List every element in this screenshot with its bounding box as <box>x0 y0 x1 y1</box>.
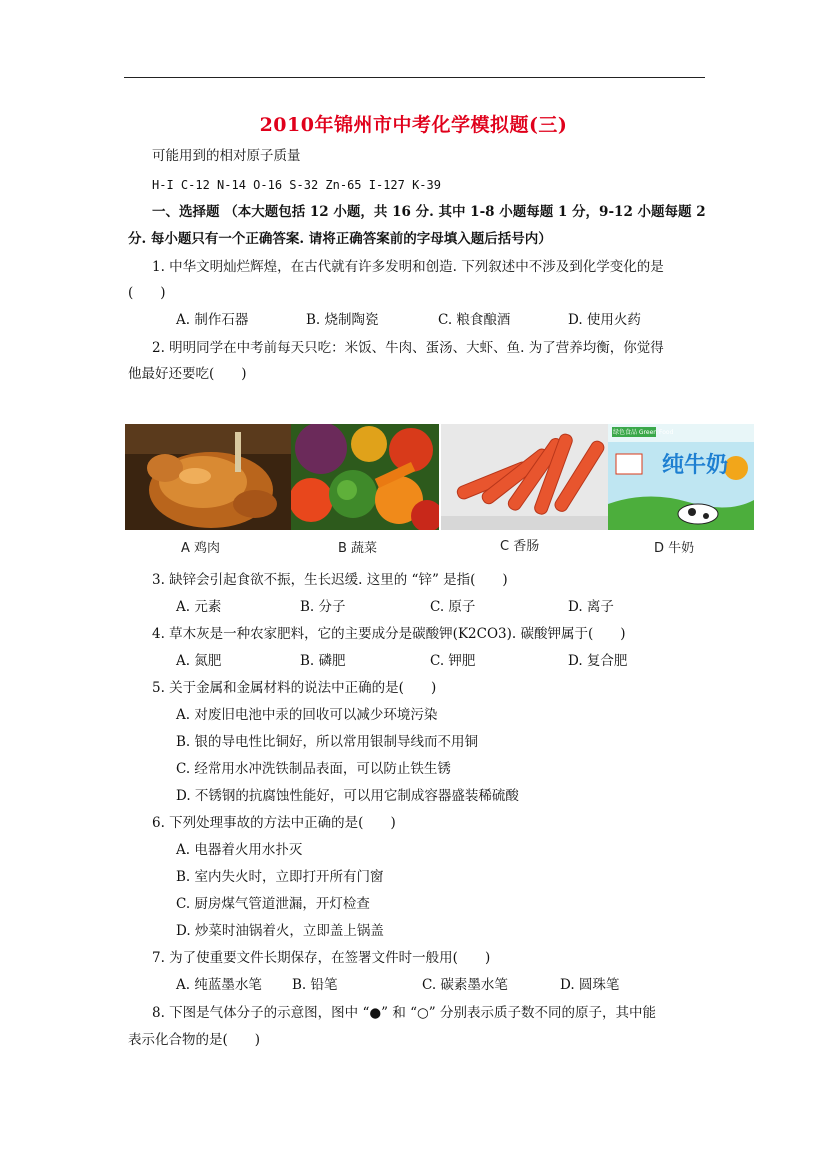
q7-option-d: D. 圆珠笔 <box>560 977 620 993</box>
atomic-mass-label: 可能用到的相对原子质量 <box>152 148 301 164</box>
q1-option-a: A. 制作石器 <box>176 312 249 328</box>
sausage-image <box>441 424 608 530</box>
q4-option-b: B. 磷肥 <box>300 653 346 669</box>
q4-option-d: D. 复合肥 <box>568 653 628 669</box>
q7-option-b: B. 铅笔 <box>292 977 338 993</box>
question-6-stem: 6. 下列处理事故的方法中正确的是( ) <box>152 815 396 831</box>
green-food-badge: 绿色食品 Green Food <box>613 429 674 436</box>
chicken-image <box>125 424 291 530</box>
q6-option-b: B. 室内失火时，立即打开所有门窗 <box>176 869 384 885</box>
page-title: 2010年锦州市中考化学模拟题(三) <box>259 114 568 136</box>
caption-c: C 香肠 <box>500 539 540 554</box>
header-rule <box>124 77 705 78</box>
question-5-stem: 5. 关于金属和金属材料的说法中正确的是( ) <box>152 680 437 696</box>
question-8-stem: 8. 下图是气体分子的示意图，图中 “●” 和 “○” 分别表示质子数不同的原子，其中能 <box>152 1005 657 1021</box>
question-2-stem: 2. 明明同学在中考前每天只吃：米饭、牛肉、蛋汤、大虾、鱼. 为了营养均衡，你觉得 <box>152 340 664 356</box>
q5-option-d: D. 不锈钢的抗腐蚀性能好，可以用它制成容器盛装稀硫酸 <box>176 788 519 804</box>
q5-option-a: A. 对废旧电池中汞的回收可以减少环境污染 <box>176 707 438 723</box>
q6-option-c: C. 厨房煤气管道泄漏，开灯检查 <box>176 896 370 912</box>
vegetables-image <box>291 424 439 530</box>
q7-option-a: A. 纯蓝墨水笔 <box>176 977 262 993</box>
q3-option-c: C. 原子 <box>430 599 476 615</box>
milk-brand-text: 纯牛奶 <box>662 453 729 478</box>
question-2-blank: 他最好还要吃( ) <box>128 366 247 382</box>
section-heading-line1: 一、选择题 （本大题包括 12 小题，共 16 分. 其中 1-8 小题每题 1 分，9-12 小题每题 2 <box>152 204 706 220</box>
q1-option-d: D. 使用火药 <box>568 312 641 328</box>
question-3-stem: 3. 缺锌会引起食欲不振，生长迟缓. 这里的 “锌” 是指( ) <box>152 572 508 588</box>
caption-b: B 蔬菜 <box>338 541 378 556</box>
q7-option-c: C. 碳素墨水笔 <box>422 977 508 993</box>
caption-a: A 鸡肉 <box>181 541 221 556</box>
q3-option-d: D. 离子 <box>568 599 614 615</box>
question-7-stem: 7. 为了使重要文件长期保存，在签署文件时一般用( ) <box>152 950 491 966</box>
q5-option-c: C. 经常用水冲洗铁制品表面，可以防止铁生锈 <box>176 761 451 777</box>
q3-option-a: A. 元素 <box>176 599 222 615</box>
q6-option-d: D. 炒菜时油锅着火，立即盖上锅盖 <box>176 923 384 939</box>
milk-image <box>608 424 754 530</box>
atomic-mass-list: H-I C-12 N-14 O-16 S-32 Zn-65 I-127 K-39 <box>152 178 441 192</box>
question-8-blank: 表示化合物的是( ) <box>128 1032 261 1048</box>
caption-d: D 牛奶 <box>654 541 695 556</box>
q3-option-b: B. 分子 <box>300 599 346 615</box>
q6-option-a: A. 电器着火用水扑灭 <box>176 842 303 858</box>
q5-option-b: B. 银的导电性比铜好，所以常用银制导线而不用铜 <box>176 734 479 750</box>
question-1-stem: 1. 中华文明灿烂辉煌，在古代就有许多发明和创造. 下列叙述中不涉及到化学变化的是 <box>152 259 664 275</box>
q4-option-c: C. 钾肥 <box>430 653 476 669</box>
question-4-stem: 4. 草木灰是一种农家肥料，它的主要成分是碳酸钾(K2CO3). 碳酸钾属于( ) <box>152 626 626 642</box>
q4-option-a: A. 氮肥 <box>176 653 222 669</box>
q1-option-b: B. 烧制陶瓷 <box>306 312 379 328</box>
section-heading-line2: 分. 每小题只有一个正确答案. 请将正确答案前的字母填入题后括号内） <box>128 231 552 247</box>
q1-option-c: C. 粮食酿酒 <box>438 312 511 328</box>
question-1-blank: ( ) <box>128 285 166 301</box>
